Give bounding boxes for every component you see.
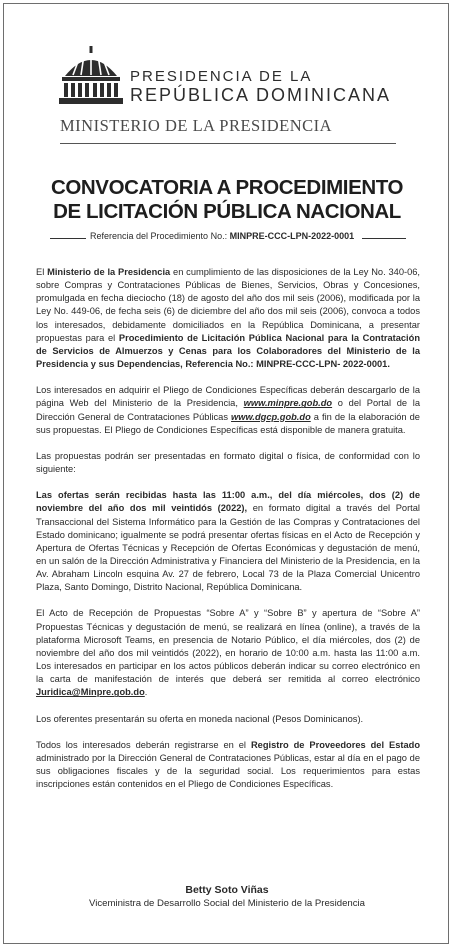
page-title bbox=[20, 176, 434, 224]
paragraph-intro: El Ministerio de la Presidencia en cumplimiento de las disposiciones de la Ley No. 340-06, sobre Compras y Contrataciones Públicas de Bienes, Servicios, Obras y Concesiones, promulgada en fecha dieciocho (18) de agosto del año dos mil seis (2006), modificada por la Ley No. 449-06, de fecha seis (6) de diciembre del año dos mil seis (2006), convoca a todos los interesados, debidamente domiciliados en la República Dominicana, a presentar propuestas para el Procedimiento de Licitación Pública Nacional para la Contratación de Servicios de Almuerzos y Cenas para los Colaboradores del Ministerio de la Presidencia y sus Dependencias, Referencia No.: MINPRE-CCC-LPN- 2022-0001. bbox=[36, 267, 421, 370]
reference-rule-left bbox=[50, 238, 86, 239]
paragraph-format: Las propuestas podrán ser presentadas en formato digital o física, de conformidad con lo siguiente: bbox=[36, 450, 420, 475]
title-line2: DE LICITACIÓN PÚBLICA NACIONAL bbox=[53, 200, 401, 223]
reference-text bbox=[90, 231, 354, 241]
reference-rule-right bbox=[362, 238, 406, 239]
signatory-name: Betty Soto Viñas bbox=[185, 884, 269, 896]
minpre-website-link[interactable]: www.minpre.gob.do bbox=[243, 398, 333, 409]
signature-block bbox=[20, 883, 434, 911]
notice-body bbox=[36, 266, 420, 804]
reference-row bbox=[50, 231, 406, 245]
paragraph-download: Los interesados en adquirir el Pliego de Condiciones Específicas deberán descargarlo de la página Web del Ministerio de la Presidencia, www.minpre.gob.do o del Portal de la Dirección General de Contrataciones Públicas www.dgcp.gob.do a fin de la elaboración de sus propuestas. El Pliego de Condiciones Específicas está disponible de manera gratuita. bbox=[36, 385, 420, 435]
dgcp-website-link[interactable]: www.dgcp.gob.do bbox=[231, 411, 311, 422]
signatory-role: Viceministra de Desarrollo Social del Ministerio de la Presidencia bbox=[88, 898, 366, 909]
header-divider bbox=[60, 143, 396, 144]
reference-code: MINPRE-CCC-LPN-2022-0001 bbox=[229, 231, 355, 241]
paragraph-reception-act: El Acto de Recepción de Propuestas “Sobre A” y “Sobre B” y apertura de “Sobre A” Propuestas Técnicas y degustación de menú, se realizará en línea (online), a través de la plataforma Microsoft Teams, en presencia de Notario Público, el día miércoles, dos (2) de noviembre del año dos mil veintidós (2022), en horario de 10:00 a.m. hasta las 11:00 a.m. Los interesados en participar en los actos públicos deberán indicar su correo electrónico en la carta de manifestación de interés que deberá ser remitida al correo electrónico Juridica@Minpre.gob.do. bbox=[36, 608, 420, 698]
presidential-palace-dome-icon bbox=[59, 46, 123, 104]
paragraph-registration: Todos los interesados deberán registrarse en el Registro de Proveedores del Estado administrado por la Dirección General de Contrataciones Públicas, estar al día en el pago de sus obligaciones fiscales y de la seguridad social. Los requerimientos para estas inscripciones están contenidos en el Pliego de Condiciones Específicas. bbox=[36, 739, 420, 790]
reference-label: Referencia del Procedimiento No.: bbox=[90, 231, 228, 241]
title-line1: CONVOCATORIA A PROCEDIMIENTO bbox=[50, 176, 404, 199]
presidency-line2: REPÚBLICA DOMINICANA bbox=[130, 85, 392, 105]
paragraph-deadline: Las ofertas serán recibidas hasta las 11:00 a.m., del día miércoles, dos (2) de noviembre del año dos mil veintidós (2022), en formato digital a través del Portal Transaccional del Sistema Informático para la Gestión de las Compras y Contrataciones del Estado dominicano; igualmente se podrá presentar ofertas físicas en el Acto de Recepción y Apertura de Ofertas Técnicas y Recepción de Ofertas Económicas y degustación de menú, en un salón de la Dirección Administrativa y Financiera del Ministerio de la Presidencia, en la Av. Abraham Lincoln esquina Av. 27 de febrero, Local 73 de la Plaza Comercial Unicentro Plaza, Santo Domingo, Distrito Nacional, República Dominicana. bbox=[36, 490, 420, 593]
paragraph-currency: Los oferentes presentarán su oferta en moneda nacional (Pesos Dominicanos). bbox=[36, 713, 364, 724]
presidency-line1: PRESIDENCIA DE LA bbox=[130, 68, 313, 85]
juridica-email-link[interactable]: Juridica@Minpre.gob.do bbox=[36, 687, 145, 698]
ministry-name: MINISTERIO DE LA PRESIDENCIA bbox=[60, 116, 333, 135]
